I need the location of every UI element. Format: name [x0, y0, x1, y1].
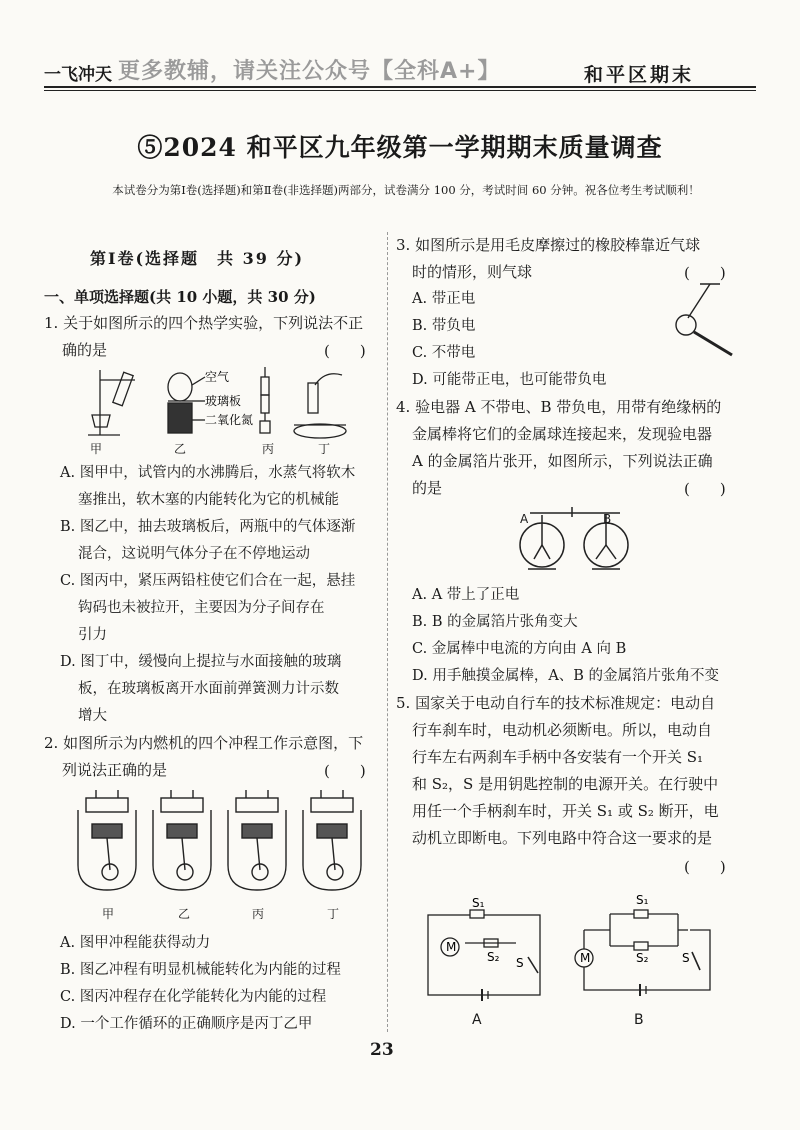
header-divider: [44, 86, 756, 88]
q2-option-d: D. 一个工作循环的正确顺序是丙丁乙甲: [60, 1016, 313, 1032]
s-label-b: S: [682, 951, 690, 965]
q3-option-d: D. 可能带正电，也可能带负电: [412, 372, 607, 388]
q2-option-b: B. 图乙冲程有明显机械能转化为内能的过程: [60, 962, 341, 978]
q3-stem-line2: 时的情形，则气球: [412, 263, 533, 281]
q3-option-b: B. 带负电: [412, 318, 476, 334]
q4-label-a: A: [520, 512, 529, 526]
q4-stem-line4: 的是: [412, 479, 443, 497]
s-label-a: S: [516, 956, 524, 970]
q3-answer-paren: ( ): [684, 264, 726, 282]
q4-option-b: B. B 的金属箔片张角变大: [412, 614, 578, 630]
q1-option-b: B. 图乙中，抽去玻璃板后，两瓶中的气体逐渐: [60, 519, 356, 535]
header-divider-thin: [44, 90, 756, 91]
q1-fig-label-bing: 丙: [262, 442, 275, 456]
q1-option-d: D. 图丁中，缓慢向上提拉与水面接触的玻璃: [60, 654, 342, 670]
q5-stem-line5: 用任一个手柄刹车时，开关 S₁ 或 S₂ 断开，电: [412, 802, 719, 820]
q2-fig-label-bing: 丙: [252, 907, 265, 921]
label-no2: 二氧化氮: [205, 413, 254, 427]
q2-engine-strokes-figure: [72, 790, 372, 900]
label-air: 空气: [205, 370, 230, 384]
q2-fig-label-ding: 丁: [327, 907, 340, 921]
part-heading: 一、单项选择题(共 10 小题，共 30 分): [44, 288, 316, 306]
s2-label-a: S₂: [487, 950, 500, 964]
q5-stem-line1: 5. 国家关于电动自行车的技术标准规定：电动自: [396, 694, 716, 712]
q5-stem-line3: 行车左右两刹车手柄中各安装有一个开关 S₁: [412, 748, 704, 766]
q1-answer-paren: ( ): [324, 342, 366, 360]
q3-balloon-figure: [660, 280, 740, 365]
q5-fig-label-a: A: [472, 1012, 482, 1028]
q2-stem-line2: 列说法正确的是: [62, 761, 168, 779]
q1-option-a-cont: 塞推出，软木塞的内能转化为它的机械能: [78, 492, 339, 508]
q2-option-a: A. 图甲冲程能获得动力: [60, 935, 211, 951]
q2-stem-line1: 2. 如图所示为内燃机的四个冲程工作示意图，下: [44, 734, 364, 752]
header-region-label: 和平区期末: [584, 64, 695, 86]
q3-option-a: A. 带正电: [412, 291, 476, 307]
q4-stem-line1: 4. 验电器 A 不带电、B 带负电，用带有绝缘柄的: [396, 398, 722, 416]
q1-option-d-cont2: 增大: [78, 708, 107, 724]
q4-stem-line3: A 的金属箔片张开，如图所示，下列说法正确: [412, 452, 713, 470]
q1-option-c: C. 图丙中，紧压两铅柱使它们合在一起，悬挂: [60, 573, 356, 589]
q5-circuit-b: [570, 890, 720, 1000]
q1-option-c-cont2: 引力: [78, 627, 107, 643]
label-glass-plate: 玻璃板: [205, 394, 242, 408]
q4-electroscope-figure: [510, 505, 640, 580]
q4-option-a: A. A 带上了正电: [412, 587, 520, 603]
q3-stem-line1: 3. 如图所示是用毛皮摩擦过的橡胶棒靠近气球: [396, 236, 701, 254]
s1-label-a: S₁: [472, 896, 485, 910]
s1-label-b: S₁: [636, 893, 649, 907]
q1-fig-label-jia: 甲: [90, 442, 103, 456]
q1-option-b-cont: 混合，这说明气体分子在不停地运动: [78, 546, 310, 562]
q4-option-c: C. 金属棒中电流的方向由 A 向 B: [412, 641, 627, 657]
exam-instructions: 本试卷分为第Ⅰ卷(选择题)和第Ⅱ卷(非选择题)两部分，试卷满分 100 分，考试时间 60 分钟。祝各位考生考试顺利！: [112, 183, 700, 197]
q2-answer-paren: ( ): [324, 762, 366, 780]
q5-fig-label-b: B: [634, 1012, 644, 1028]
q5-answer-paren: ( ): [684, 858, 726, 876]
section-title: 第Ⅰ卷(选择题 共 39 分): [90, 249, 305, 268]
q5-stem-line2: 行车刹车时，电动机必须断电。所以，电动自: [412, 721, 713, 739]
q1-fig-label-yi: 乙: [174, 442, 187, 456]
exam-title: ⑤2024 和平区九年级第一学期期末质量调查: [137, 133, 663, 162]
q4-answer-paren: ( ): [684, 480, 726, 498]
q1-fig-label-ding: 丁: [318, 442, 331, 456]
column-divider: [387, 232, 388, 1032]
q4-label-b: B: [603, 512, 612, 526]
q3-option-c: C. 不带电: [412, 345, 476, 361]
q5-stem-line4: 和 S₂，S 是用钥匙控制的电源开关。在行驶中: [412, 775, 719, 793]
q1-option-a: A. 图甲中，试管内的水沸腾后，水蒸气将软木: [60, 465, 356, 481]
q5-circuit-a: [420, 895, 550, 1005]
q1-stem-line2: 确的是: [62, 341, 108, 359]
motor-label-a: M: [446, 940, 457, 954]
q1-stem-line1: 1. 关于如图所示的四个热学实验，下列说法不正: [44, 314, 364, 332]
q2-fig-label-jia: 甲: [102, 907, 115, 921]
motor-label-b: M: [580, 951, 591, 965]
s2-label-b: S₂: [636, 951, 649, 965]
q2-fig-label-yi: 乙: [178, 907, 191, 921]
q1-option-c-cont: 钩码也未被拉开，主要因为分子间存在: [78, 600, 325, 616]
page-number: 23: [370, 1040, 394, 1060]
q4-option-d: D. 用手触摸金属棒，A、B 的金属箔片张角不变: [412, 668, 720, 684]
q2-option-c: C. 图丙冲程存在化学能转化为内能的过程: [60, 989, 327, 1005]
q5-stem-line6: 动机立即断电。下列电路中符合这一要求的是: [412, 829, 713, 847]
q4-stem-line2: 金属棒将它们的金属球连接起来，发现验电器: [412, 425, 713, 443]
brand-logo: 一飞冲天: [44, 65, 112, 85]
promo-text: 更多教辅，请关注公众号【全科A+】: [118, 59, 501, 84]
q1-option-d-cont: 板，在玻璃板离开水面前弹簧测力计示数: [78, 681, 339, 697]
